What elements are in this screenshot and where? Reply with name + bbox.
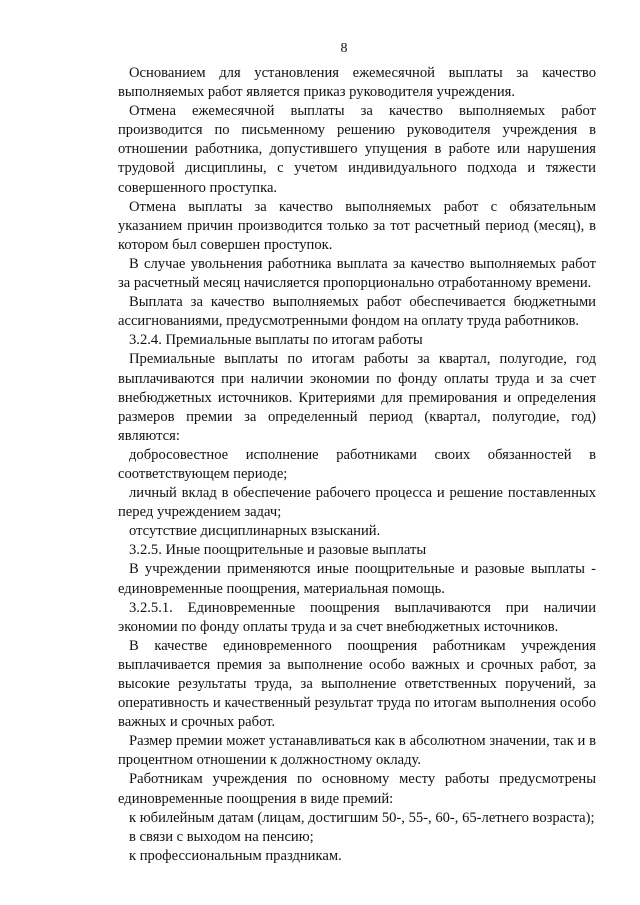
list-item: к юбилейным датам (лицам, достигшим 50-, 55-, 60-, 65-летнего возраста); [129, 809, 595, 826]
list-item: отсутствие дисциплинарных взысканий. [129, 523, 381, 540]
list-item: личный вклад в обеспечение рабочего процесса и решение поставленных перед учреждением задач; [118, 485, 596, 521]
paragraph: В учреждении применяются иные поощрительные и разовые выплаты - единовременные поощрения, материальная помощь. [118, 561, 596, 597]
page-number: 8 [340, 41, 348, 56]
paragraph: Премиальные выплаты по итогам работы за квартал, полугодие, год выплачиваются при наличии экономии по фонду оплаты труда и за счет внебюджетных источников. Критериями для премирования и определения размеров премии за определенный период (квартал, полугодие, год) являются: [118, 351, 596, 444]
paragraph: Основанием для установления ежемесячной выплаты за качество выполняемых работ является приказ руководителя учреждения. [118, 65, 596, 101]
paragraph: В качестве единовременного поощрения работникам учреждения выплачивается премия за выполнение особо важных и срочных работ, за высокие результаты труда, за выполнение ответственных поручений, за оперативность и качественный результат труда по итогам выполнения особо важных и срочных работ. [118, 637, 596, 731]
paragraph: Отмена ежемесячной выплаты за качество выполняемых работ производится по письменному решению руководителя учреждения в отношении работника, допустившего упущения в работе или нарушения трудовой дисциплины, с учетом индивидуального подхода и тяжести совершенного проступка. [118, 103, 596, 196]
paragraph: 3.2.5.1. Единовременные поощрения выплачиваются при наличии экономии по фонду оплаты труда и за счет внебюджетных источников. [118, 599, 596, 635]
list-item: в связи с выходом на пенсию; [129, 828, 314, 845]
document-body [118, 64, 596, 866]
paragraph: Размер премии может устанавливаться как в абсолютном значении, так и в процентном отношении к должностному окладу. [118, 733, 596, 769]
paragraph: Выплата за качество выполняемых работ обеспечивается бюджетными ассигнованиями, предусмотренными фондом на оплату труда работников. [118, 294, 596, 330]
paragraph: В случае увольнения работника выплата за качество выполняемых работ за расчетный месяц начисляется пропорционально отработанному времени. [118, 255, 596, 292]
list-item: к профессиональным праздникам. [129, 847, 342, 864]
paragraph: Отмена выплаты за качество выполняемых работ с обязательным указанием причин производится только за тот расчетный период (месяц), в котором был совершен проступок. [118, 198, 596, 253]
section-heading: 3.2.5. Иные поощрительные и разовые выплаты [129, 542, 427, 559]
list-item: добросовестное исполнение работниками своих обязанностей в соответствующем периоде; [118, 446, 596, 482]
section-heading: 3.2.4. Премиальные выплаты по итогам работы [129, 332, 423, 349]
paragraph: Работникам учреждения по основному месту работы предусмотрены единовременные поощрения в виде премий: [118, 771, 596, 807]
